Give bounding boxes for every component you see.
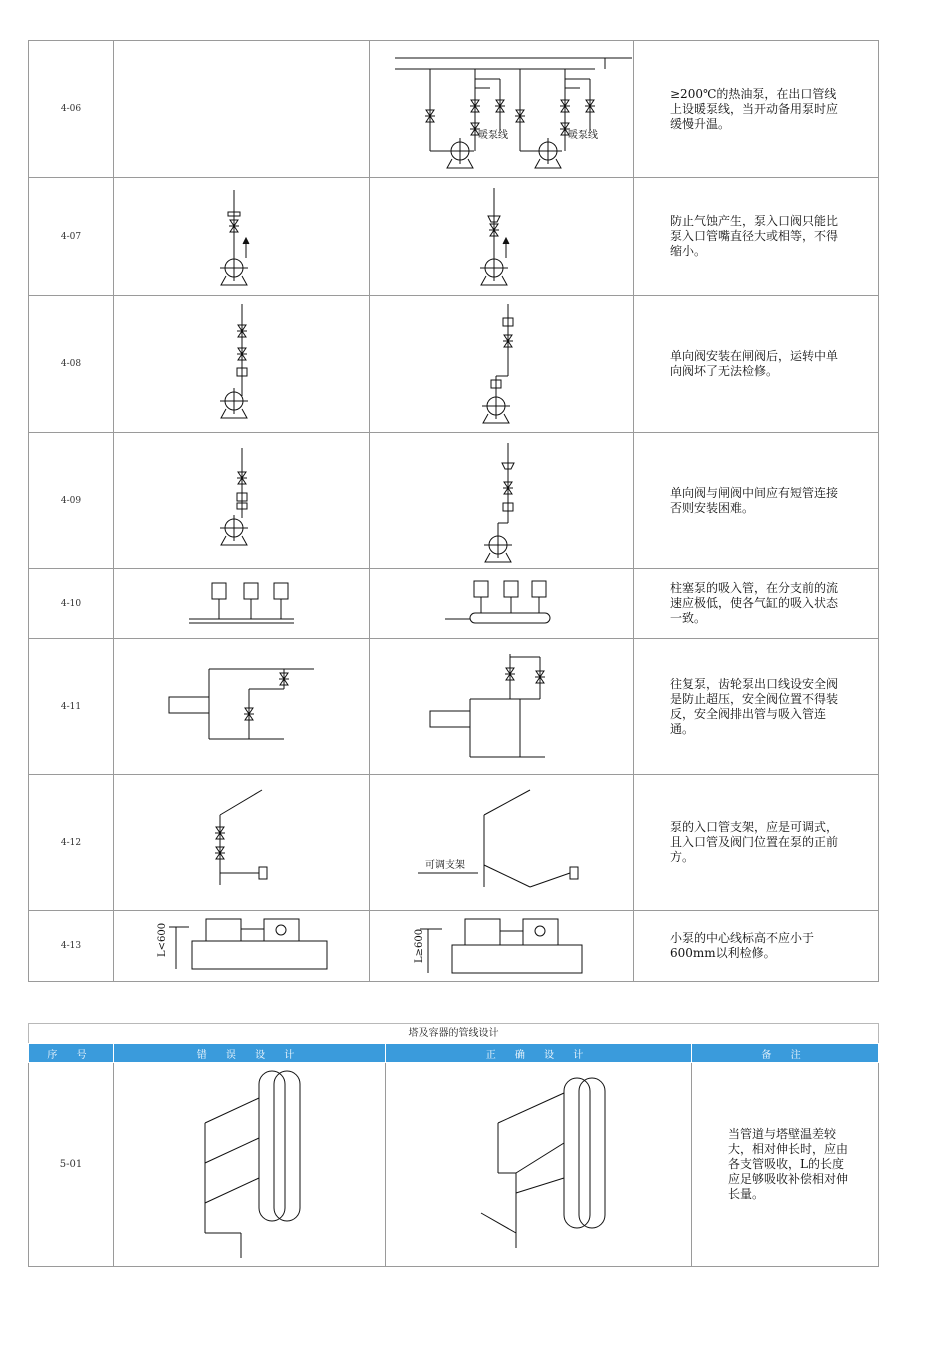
elevation-label-correct: L≥600 xyxy=(414,928,425,963)
col-header-correct: 正 确 设 计 xyxy=(386,1044,692,1063)
correct-design-cell xyxy=(370,178,634,296)
wrong-safety-valve-diagram xyxy=(114,639,369,774)
correct-plunger-suction-diagram xyxy=(370,569,633,638)
elevation-label-wrong: L<600 xyxy=(157,922,168,957)
table-row xyxy=(29,569,879,639)
row-number: 4-07 xyxy=(29,178,114,296)
wrong-design-cell xyxy=(114,41,370,178)
table-row xyxy=(29,41,879,178)
remark-text: 防止气蚀产生，泵入口阀只能比泵入口管嘴直径大或相等，不得缩小。 xyxy=(634,178,879,296)
row-number: 4-09 xyxy=(29,433,114,569)
wrong-pump-elevation-diagram xyxy=(114,911,369,981)
table-row xyxy=(29,433,879,569)
remark-text: 柱塞泵的吸入管，在分支前的流速应极低，使各气缸的吸入状态一致。 xyxy=(634,569,879,639)
remark-text: 单向阀安装在闸阀后，运转中单向阀坏了无法检修。 xyxy=(634,296,879,433)
tower-vessel-table xyxy=(28,1023,879,1267)
correct-design-cell xyxy=(370,41,634,178)
table-header-row xyxy=(29,1044,879,1063)
wrong-design-cell xyxy=(114,1063,386,1267)
table-row xyxy=(29,296,879,433)
wrong-design-cell xyxy=(114,178,370,296)
row-number: 4-13 xyxy=(29,911,114,982)
correct-safety-valve-diagram xyxy=(370,639,633,774)
correct-design-cell xyxy=(370,296,634,433)
row-number: 4-10 xyxy=(29,569,114,639)
correct-short-pipe-diagram xyxy=(370,433,633,568)
wrong-check-valve-diagram xyxy=(114,296,369,432)
wrong-tower-branch-diagram xyxy=(114,1063,385,1266)
remark-text: 当管道与塔壁温差较大，相对伸长时，应由各支管吸收，L的长度应足够吸收补偿相对伸长量。 xyxy=(692,1063,879,1267)
remark-text: 泵的入口管支架，应是可调式，且入口管及阀门位置在泵的正前方。 xyxy=(634,775,879,911)
row-number: 4-08 xyxy=(29,296,114,433)
correct-check-valve-diagram xyxy=(370,296,633,432)
table-row xyxy=(29,178,879,296)
remark-text: ≥200℃的热油泵，在出口管线上设暖泵线，当开动备用泵时应缓慢升温。 xyxy=(634,41,879,178)
table-row xyxy=(29,911,879,982)
correct-design-cell xyxy=(370,775,634,911)
remark-text: 单向阀与闸阀中间应有短管连接否则安装困难。 xyxy=(634,433,879,569)
warmup-line-label-b: 暖泵线 xyxy=(568,130,598,141)
col-header-remark: 备 注 xyxy=(692,1044,879,1063)
tower-vessel-grid xyxy=(28,1043,879,1267)
correct-suction-valve-diagram xyxy=(370,178,633,295)
remark-text: 往复泵，齿轮泵出口线设安全阀是防止超压，安全阀位置不得装反，安全阀排出管与吸入管连通。 xyxy=(634,639,879,775)
wrong-design-cell xyxy=(114,639,370,775)
correct-design-cell xyxy=(370,911,634,982)
row-number: 5-01 xyxy=(29,1063,114,1267)
wrong-adjustable-support-diagram xyxy=(114,775,369,910)
table-row xyxy=(29,639,879,775)
correct-design-cell xyxy=(370,569,634,639)
correct-design-cell xyxy=(370,639,634,775)
table-title: 塔及容器的管线设计 xyxy=(28,1023,879,1043)
correct-design-cell xyxy=(386,1063,692,1267)
wrong-short-pipe-diagram xyxy=(114,433,369,568)
wrong-design-cell xyxy=(114,569,370,639)
remark-text: 小泵的中心线标高不应小于600mm以利检修。 xyxy=(634,911,879,982)
correct-tower-branch-diagram xyxy=(386,1063,691,1266)
wrong-plunger-suction-diagram xyxy=(114,569,369,638)
adjustable-support-label: 可调支架 xyxy=(425,860,465,871)
pump-warmup-line-diagram xyxy=(370,41,633,177)
row-number: 4-06 xyxy=(29,41,114,178)
col-header-number: 序 号 xyxy=(29,1044,114,1063)
wrong-design-cell xyxy=(114,911,370,982)
wrong-design-cell xyxy=(114,296,370,433)
table-row xyxy=(29,775,879,911)
row-number: 4-11 xyxy=(29,639,114,775)
col-header-wrong: 错 误 设 计 xyxy=(114,1044,386,1063)
pump-piping-table xyxy=(28,40,879,982)
correct-adjustable-support-diagram xyxy=(370,775,633,910)
correct-design-cell xyxy=(370,433,634,569)
wrong-design-cell xyxy=(114,433,370,569)
wrong-design-cell xyxy=(114,775,370,911)
correct-pump-elevation-diagram xyxy=(370,911,633,981)
table-row xyxy=(29,1063,879,1267)
wrong-suction-valve-diagram xyxy=(114,178,369,295)
warmup-line-label-a: 暖泵线 xyxy=(478,130,508,141)
row-number: 4-12 xyxy=(29,775,114,911)
